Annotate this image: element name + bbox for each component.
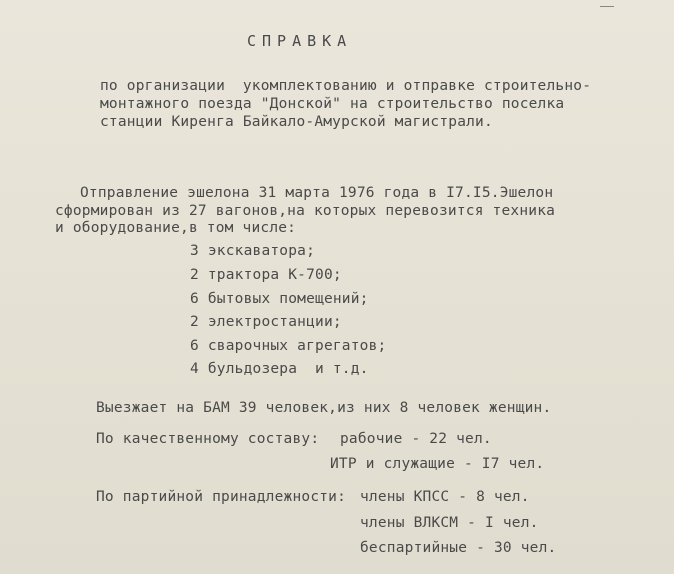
corner-mark [600,0,614,7]
document-title: СПРАВКА [247,32,353,50]
equipment-item: 2 трактора К-700; [190,267,342,283]
equipment-item: 2 электростанции; [190,314,342,330]
equipment-item: 6 сварочных агрегатов; [190,338,387,354]
party-nonparty: беспартийные - 30 чел. [360,540,557,556]
quality-label: По качественному составу: [96,431,320,447]
party-vlksm: члены ВЛКСМ - I чел. [360,515,539,531]
paragraph-line-2: сформирован из 27 вагонов,на которых перевозится техника [55,203,556,219]
party-label: По партийной принадлежности: [96,489,347,505]
paragraph-line-1: Отправление эшелона 31 марта 1976 года в I7.I5.Эшелон [80,185,554,201]
equipment-item: 6 бытовых помещений; [190,291,369,307]
paragraph-line-3: и оборудование,в том числе: [55,220,297,236]
party-kpss: члены КПСС - 8 чел. [360,489,530,505]
departing-line: Выезжает на БАМ 39 человек,из них 8 человек женщин. [96,400,552,416]
quality-workers: рабочие - 22 чел. [340,431,492,447]
quality-itr: ИТР и служащие - I7 чел. [330,456,545,472]
subtitle-line-1: по организации укомплектованию и отправке строительно- [100,78,592,94]
subtitle-line-3: станции Киренга Байкало-Амурской магистрали. [100,114,493,130]
equipment-item: 3 экскаватора; [190,243,316,259]
equipment-item: 4 бульдозера и т.д. [190,361,369,377]
subtitle-line-2: монтажного поезда "Донской" на строительство поселка [100,96,565,112]
